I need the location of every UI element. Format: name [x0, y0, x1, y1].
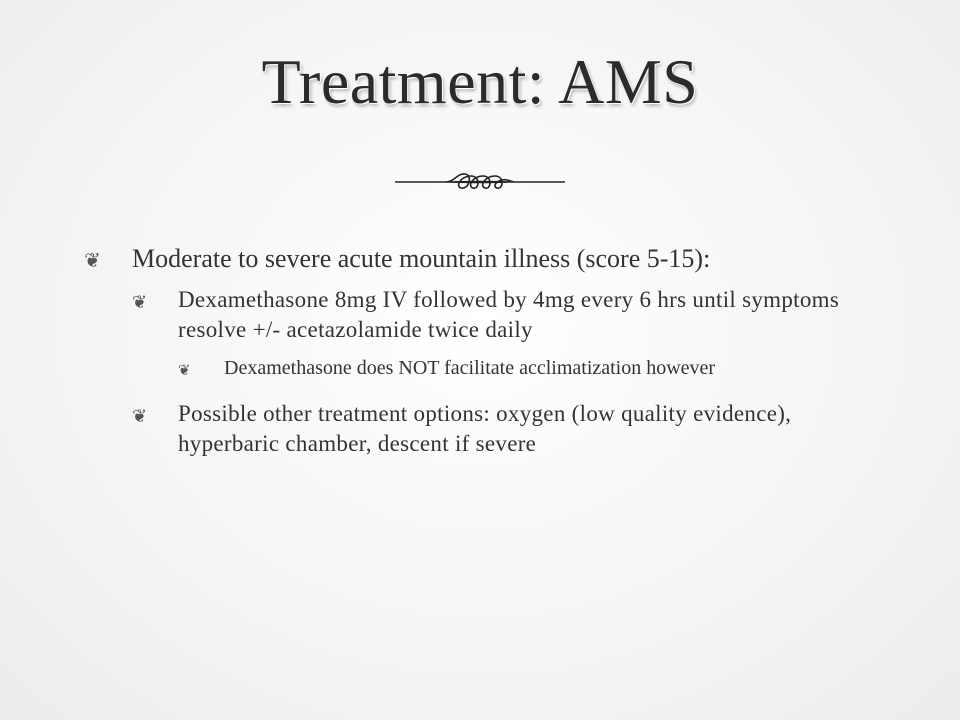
bullet-text: Possible other treatment options: oxygen (low quality evidence), hyperbaric chamber, descent if severe	[178, 401, 792, 456]
bullet-item-level-2	[132, 399, 884, 459]
bullet-text: Moderate to severe acute mountain illness (score 5-15):	[132, 244, 711, 273]
bullet-item-level-1	[84, 242, 884, 275]
bullet-text: Dexamethasone does NOT facilitate acclimatization however	[224, 357, 716, 379]
bullet-text: Dexamethasone 8mg IV followed by 4mg every 6 hrs until symptoms resolve +/- acetazolamide twice daily	[178, 287, 840, 342]
ornamental-bullet-icon: ❦	[132, 406, 148, 427]
bullet-item-level-2	[132, 285, 884, 345]
bullet-item-level-3	[178, 355, 884, 381]
ornamental-bullet-icon: ❦	[84, 248, 101, 272]
slide-title: Treatment: AMS	[261, 46, 699, 117]
ornamental-flourish-icon	[395, 168, 565, 196]
bullet-list	[84, 242, 884, 469]
ornamental-bullet-icon: ❦	[132, 292, 148, 313]
ornamental-bullet-icon: ❦	[178, 361, 191, 379]
